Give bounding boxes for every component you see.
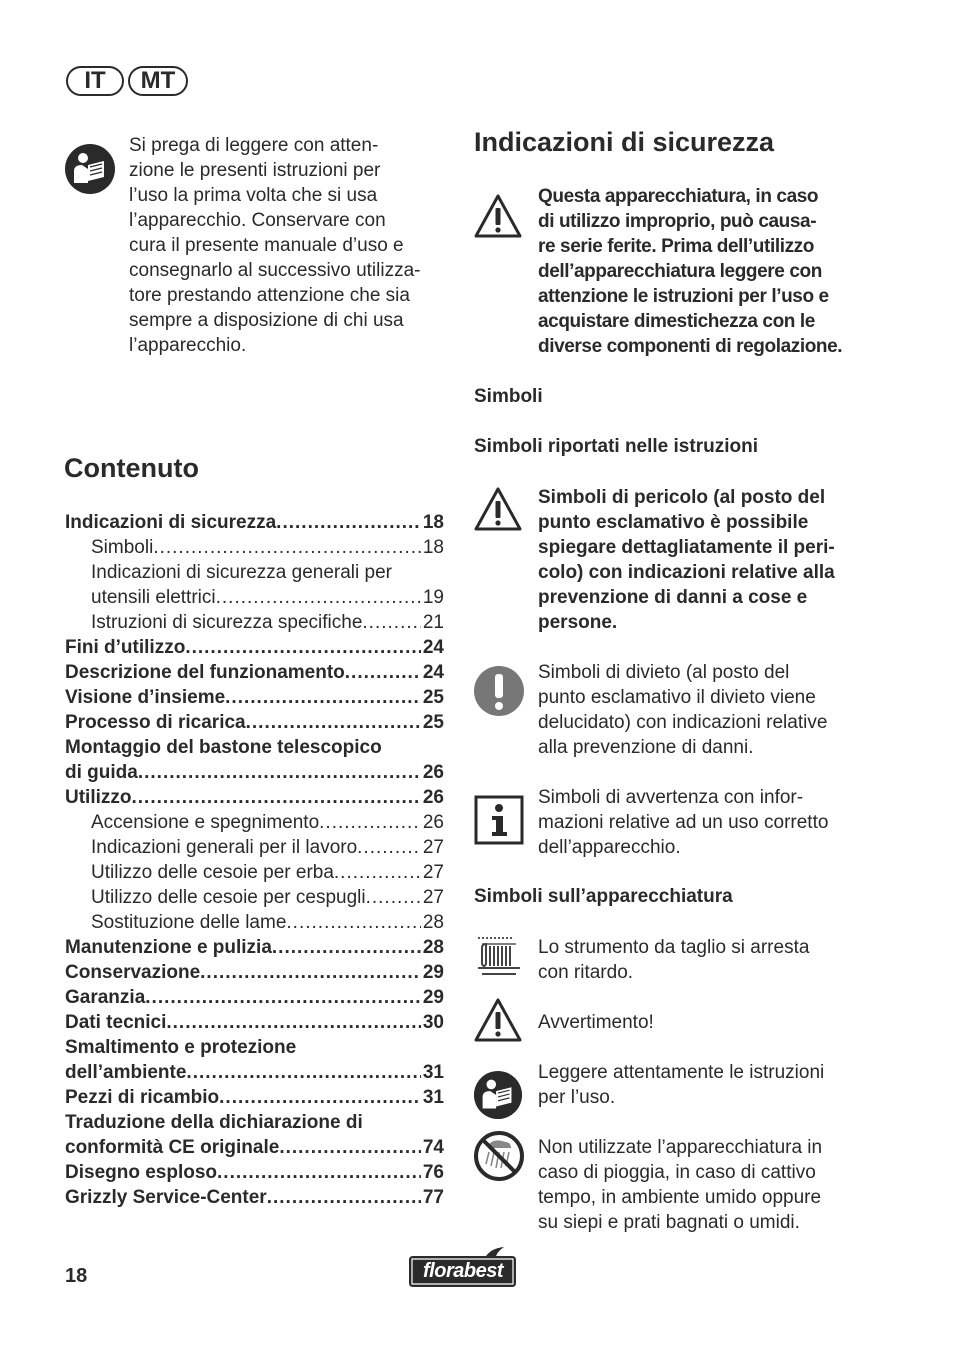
rain-line: tempo, in ambiente umido oppure xyxy=(538,1187,822,1208)
toc-entry-title: dell’ambiente xyxy=(65,1062,187,1083)
toc-leader-dots xyxy=(334,860,421,885)
toc-entry xyxy=(65,510,444,535)
toc-entry-title: Utilizzo delle cesoie per cespugli xyxy=(91,887,366,908)
read-manual-icon xyxy=(473,1070,523,1120)
brand-logo-text: florabest xyxy=(423,1260,503,1282)
toc-entry xyxy=(65,560,444,585)
toc-entry-page: 29 xyxy=(422,962,444,983)
toc-entry-title: Indicazioni di sicurezza xyxy=(65,512,277,533)
toc-leader-dots xyxy=(357,835,421,860)
toc-entry xyxy=(65,835,444,860)
toc-leader-dots xyxy=(132,785,421,810)
toc-entry-page: 19 xyxy=(422,587,444,608)
toc-entry xyxy=(65,910,444,935)
toc-leader-dots xyxy=(366,885,421,910)
toc-entry xyxy=(65,885,444,910)
intro-line: Si prega di leggere con atten- xyxy=(129,135,379,156)
intro-line: zione le presenti istruzioni per xyxy=(129,160,381,181)
toc-entry xyxy=(65,610,444,635)
toc-leader-dots xyxy=(267,1185,421,1210)
toc-entry-title: Grizzly Service-Center xyxy=(65,1187,267,1208)
toc-entry-page: 27 xyxy=(422,887,444,908)
safety-line: acquistare dimestichezza con le xyxy=(538,311,815,332)
read-symbol-text xyxy=(538,1060,868,1110)
toc-entry-page: 28 xyxy=(422,937,444,958)
toc-entry xyxy=(65,710,444,735)
no-rain-icon xyxy=(473,1130,525,1182)
toc-entry xyxy=(65,1035,444,1060)
toc-entry xyxy=(65,760,444,785)
danger-line: colo) con indicazioni relative alla xyxy=(538,562,835,583)
toc-leader-dots xyxy=(345,660,421,685)
toc-entry-title: Visione d’insieme xyxy=(65,687,226,708)
toc-leader-dots xyxy=(138,760,421,785)
toc-leader-dots xyxy=(286,910,420,935)
toc-leader-dots xyxy=(153,535,421,560)
info-icon xyxy=(474,795,524,845)
toc-entry-title: Manutenzione e pulizia xyxy=(65,937,272,958)
toc-entry-page: 28 xyxy=(422,912,444,933)
toc-entry-page: 29 xyxy=(422,987,444,1008)
toc-entry xyxy=(65,810,444,835)
toc-entry-page: 21 xyxy=(422,612,444,633)
rain-line: caso di pioggia, in caso di cattivo xyxy=(538,1162,816,1183)
toc-entry-title: Fini d’utilizzo xyxy=(65,637,186,658)
table-of-contents xyxy=(65,510,444,1210)
toc-entry-page: 27 xyxy=(422,862,444,883)
info-line: dell’apparecchio. xyxy=(538,837,681,858)
toc-entry-title: Disegno esploso xyxy=(65,1162,218,1183)
safety-line: diverse componenti di regolazione. xyxy=(538,336,843,357)
toc-entry xyxy=(65,635,444,660)
toc-entry xyxy=(65,685,444,710)
toc-entry xyxy=(65,935,444,960)
warning-triangle-icon xyxy=(473,193,523,239)
lang-tag-mt: MT xyxy=(128,66,188,96)
toc-entry xyxy=(65,1160,444,1185)
read-line: Leggere attentamente le istruzioni xyxy=(538,1062,825,1083)
toc-entry-title: Indicazioni di sicurezza generali per xyxy=(91,562,392,583)
intro-line: l’uso la prima volta che si usa xyxy=(129,185,378,206)
toc-entry xyxy=(65,1010,444,1035)
toc-entry-title: Sostituzione delle lame xyxy=(91,912,287,933)
warning-symbol-text xyxy=(538,1010,868,1035)
symbols-instructions-heading: Simboli riportati nelle istruzioni xyxy=(474,436,758,457)
toc-entry-title: Dati tecnici xyxy=(65,1012,167,1033)
toc-entry-page: 26 xyxy=(422,762,444,783)
toc-leader-dots xyxy=(319,810,421,835)
toc-entry xyxy=(65,960,444,985)
warning-triangle-icon xyxy=(473,486,523,532)
read-line: per l’uso. xyxy=(538,1087,616,1108)
rain-line: su siepi e prati bagnati o umidi. xyxy=(538,1212,800,1233)
toc-entry xyxy=(65,1085,444,1110)
toc-entry-page: 26 xyxy=(422,787,444,808)
intro-line: consegnarlo al successivo utilizza- xyxy=(129,260,421,281)
toc-entry-title: Smaltimento e protezione xyxy=(65,1037,297,1058)
toc-entry xyxy=(65,860,444,885)
toc-entry-title: Istruzioni di sicurezza specifiche xyxy=(91,612,363,633)
danger-line: persone. xyxy=(538,612,618,633)
toc-entry xyxy=(65,985,444,1010)
toc-leader-dots xyxy=(279,1135,421,1160)
info-line: Simboli di avvertenza con infor- xyxy=(538,787,804,808)
toc-entry-page: 76 xyxy=(422,1162,444,1183)
symbols-device-heading: Simboli sull’apparecchiatura xyxy=(474,886,733,907)
blade-line: con ritardo. xyxy=(538,962,634,983)
toc-entry-page: 30 xyxy=(422,1012,444,1033)
blade-symbol-text xyxy=(538,935,868,985)
danger-line: spiegare dettagliatamente il peri- xyxy=(538,537,835,558)
toc-leader-dots xyxy=(219,1085,421,1110)
intro-line: cura il presente manuale d’uso e xyxy=(129,235,404,256)
toc-entry-page: 74 xyxy=(422,1137,444,1158)
toc-entry-title: Descrizione del funzionamento xyxy=(65,662,345,683)
toc-entry-title: Pezzi di ricambio xyxy=(65,1087,220,1108)
toc-entry-page: 77 xyxy=(422,1187,444,1208)
toc-leader-dots xyxy=(216,585,421,610)
toc-entry-title: Conservazione xyxy=(65,962,201,983)
florabest-logo xyxy=(406,1246,519,1289)
toc-entry-title: Indicazioni generali per il lavoro xyxy=(91,837,358,858)
page-number: 18 xyxy=(65,1265,88,1287)
danger-symbol-text xyxy=(538,485,868,635)
toc-entry-title: Montaggio del bastone telescopico xyxy=(65,737,382,758)
read-manual-icon xyxy=(64,143,116,195)
toc-leader-dots xyxy=(200,960,421,985)
intro-line: l’apparecchio. xyxy=(129,335,247,356)
safety-line: dell’apparecchiatura leggere con xyxy=(538,261,822,282)
toc-entry-title: Utilizzo xyxy=(65,787,132,808)
toc-leader-dots xyxy=(246,710,421,735)
blade-line: Lo strumento da taglio si arresta xyxy=(538,937,810,958)
toc-leader-dots xyxy=(166,1010,420,1035)
toc-leader-dots xyxy=(185,635,421,660)
prohibit-line: delucidato) con indicazioni relative xyxy=(538,712,828,733)
prohibit-line: punto esclamativo il divieto viene xyxy=(538,687,816,708)
info-line: mazioni relative ad un uso corretto xyxy=(538,812,829,833)
info-symbol-text xyxy=(538,785,868,860)
toc-entry-title: Processo di ricarica xyxy=(65,712,246,733)
toc-entry-page: 24 xyxy=(422,637,444,658)
toc-entry-title: Simboli xyxy=(91,537,154,558)
toc-entry xyxy=(65,1135,444,1160)
toc-entry-title: Garanzia xyxy=(65,987,146,1008)
toc-entry-page: 31 xyxy=(422,1062,444,1083)
warning-line: Avvertimento! xyxy=(538,1012,654,1033)
toc-entry-page: 18 xyxy=(422,537,444,558)
toc-entry-title: di guida xyxy=(65,762,138,783)
symbols-heading: Simboli xyxy=(474,386,543,407)
toc-entry xyxy=(65,1060,444,1085)
safety-warning-text xyxy=(538,184,868,359)
toc-entry-page: 31 xyxy=(422,1087,444,1108)
toc-leader-dots xyxy=(145,985,421,1010)
intro-line: tore prestando attenzione che sia xyxy=(129,285,410,306)
toc-entry-title: Accensione e spegnimento xyxy=(91,812,320,833)
contents-title: Contenuto xyxy=(64,453,199,483)
toc-entry xyxy=(65,735,444,760)
toc-entry-page: 24 xyxy=(422,662,444,683)
intro-line: sempre a disposizione di chi usa xyxy=(129,310,404,331)
prohibit-line: Simboli di divieto (al posto del xyxy=(538,662,790,683)
toc-entry-title: conformità CE originale xyxy=(65,1137,280,1158)
prohibition-exclamation-icon xyxy=(473,665,525,717)
prohibit-symbol-text xyxy=(538,660,868,760)
toc-leader-dots xyxy=(225,685,421,710)
toc-entry xyxy=(65,535,444,560)
toc-entry xyxy=(65,660,444,685)
intro-line: l’apparecchio. Conservare con xyxy=(129,210,386,231)
toc-leader-dots xyxy=(186,1060,420,1085)
toc-leader-dots xyxy=(272,935,421,960)
toc-entry xyxy=(65,785,444,810)
toc-entry xyxy=(65,1185,444,1210)
toc-entry-page: 25 xyxy=(422,687,444,708)
toc-leader-dots xyxy=(276,510,421,535)
safety-title: Indicazioni di sicurezza xyxy=(474,127,775,157)
danger-line: Simboli di pericolo (al posto del xyxy=(538,487,826,508)
safety-line: Questa apparecchiatura, in caso xyxy=(538,186,819,207)
toc-entry-page: 26 xyxy=(422,812,444,833)
toc-entry-page: 25 xyxy=(422,712,444,733)
lang-tag-it: IT xyxy=(66,66,124,96)
intro-paragraph xyxy=(129,133,449,358)
safety-line: di utilizzo improprio, può causa- xyxy=(538,211,817,232)
blade-stop-delay-icon xyxy=(474,934,524,980)
toc-leader-dots xyxy=(217,1160,421,1185)
safety-line: re serie ferite. Prima dell’utilizzo xyxy=(538,236,814,257)
toc-entry-title: utensili elettrici xyxy=(91,587,216,608)
toc-entry xyxy=(65,585,444,610)
toc-entry-page: 27 xyxy=(422,837,444,858)
danger-line: prevenzione di danni a cose e xyxy=(538,587,808,608)
toc-leader-dots xyxy=(362,610,420,635)
toc-entry-title: Traduzione della dichiarazione di xyxy=(65,1112,363,1133)
rain-symbol-text xyxy=(538,1135,868,1235)
toc-entry xyxy=(65,1110,444,1135)
rain-line: Non utilizzate l’apparecchiatura in xyxy=(538,1137,823,1158)
danger-line: punto esclamativo è possibile xyxy=(538,512,809,533)
warning-triangle-icon xyxy=(473,997,523,1043)
safety-line: attenzione le istruzioni per l’uso e xyxy=(538,286,829,307)
prohibit-line: alla prevenzione di danni. xyxy=(538,737,754,758)
toc-entry-title: Utilizzo delle cesoie per erba xyxy=(91,862,334,883)
toc-entry-page: 18 xyxy=(422,512,444,533)
